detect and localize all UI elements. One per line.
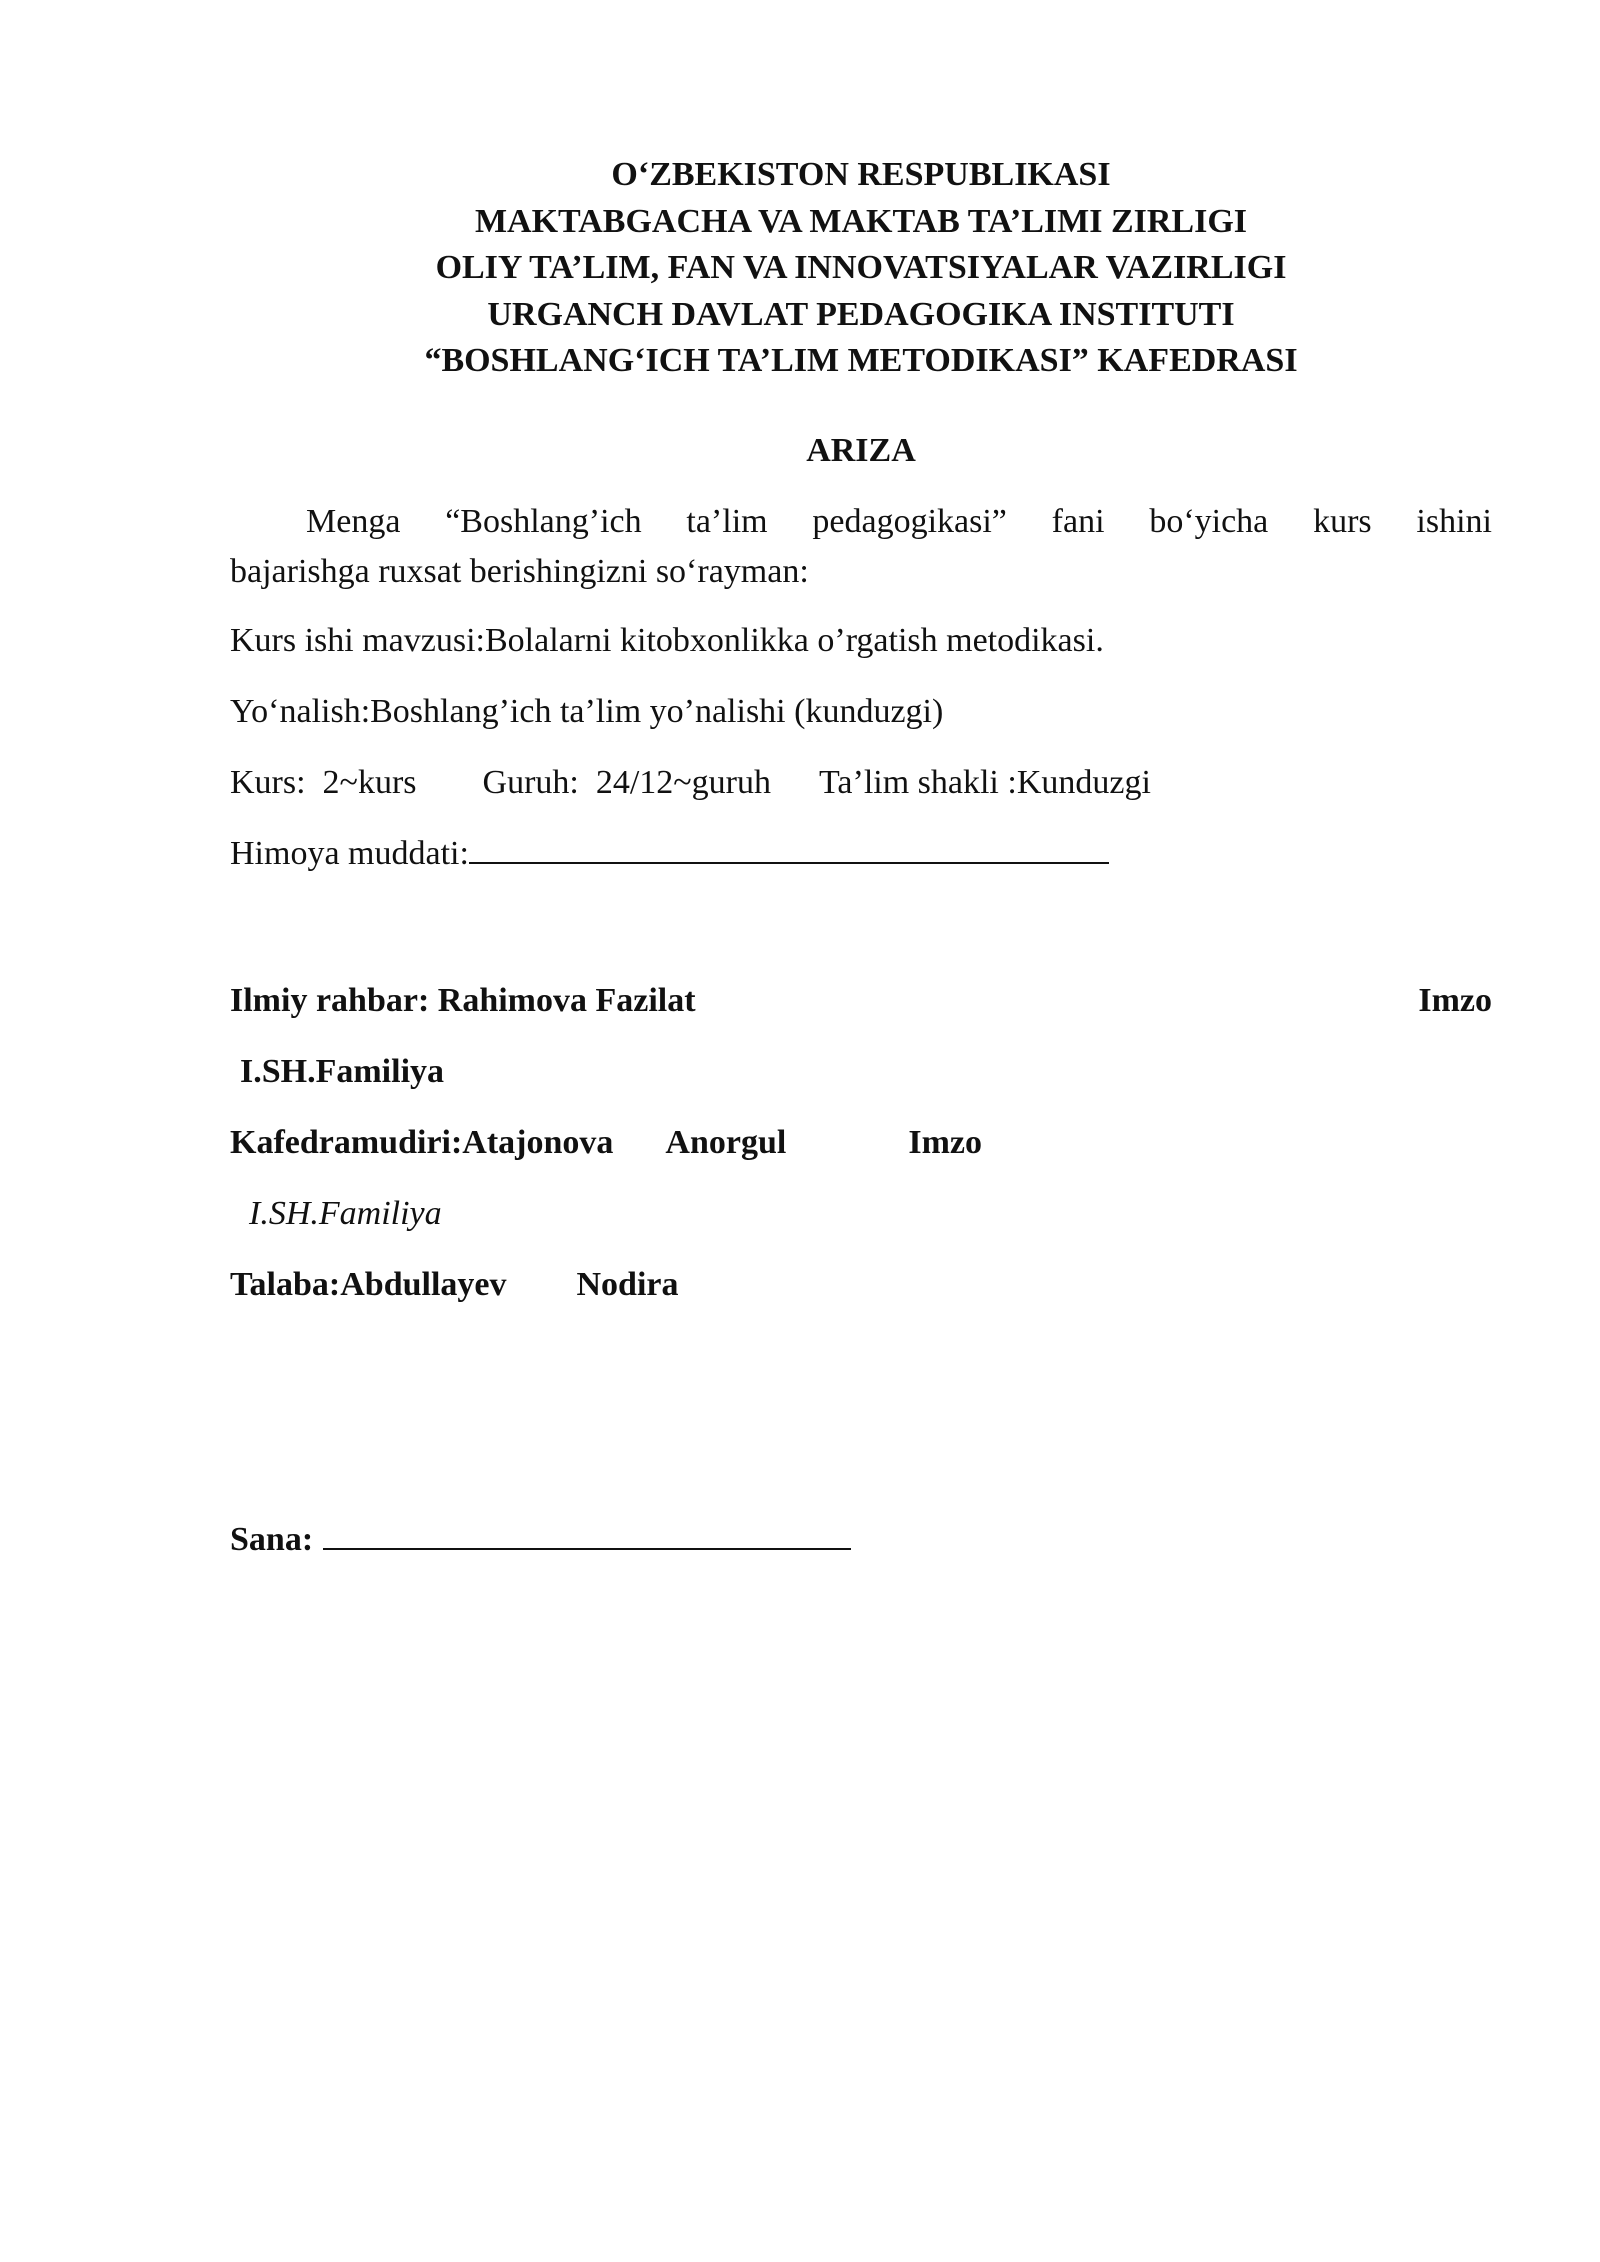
request-paragraph: [230, 497, 1492, 597]
header-line-ministry-higher-ed: OLIY TA’LIM, FAN VA INNOVATSIYALAR VAZIRLIGI: [435, 249, 1287, 286]
department-head-label: Kafedramudiri:Atajonova: [230, 1124, 614, 1161]
study-direction: Yo‘nalish:Boshlang’ich ta’lim yo’nalishi (kunduzgi): [230, 693, 944, 730]
study-form-value: Ta’lim shakli :Kunduzgi: [819, 764, 1151, 801]
date-row: [230, 1517, 851, 1563]
supervisor-initials: I.SH.Familiya: [240, 1053, 445, 1090]
defense-deadline-label: Himoya muddati:: [230, 835, 469, 872]
supervisor-label: Ilmiy rahbar: Rahimova Fazilat: [230, 982, 696, 1019]
document-header: [230, 152, 1492, 385]
header-line-ministry-preschool: MAKTABGACHA VA MAKTAB TA’LIMI ZIRLIGI: [474, 202, 1248, 240]
date-label: Sana:: [230, 1521, 314, 1558]
department-head-initials: I.SH.Familiya: [249, 1195, 442, 1232]
defense-deadline-row: [230, 831, 1109, 877]
supervisor-signature-label: Imzo: [1418, 982, 1492, 1019]
course-work-topic: Kurs ishi mavzusi:Bolalarni kitobxonlikka o’rgatish metodikasi.: [230, 622, 1104, 659]
header-line-institute: URGANCH DAVLAT PEDAGOGIKA INSTITUTI: [487, 295, 1235, 333]
request-line-1: Menga “Boshlang’ich ta’lim pedagogikasi” fani bo‘yicha kurs ishini: [306, 503, 1492, 540]
department-head-signature-label: Imzo: [908, 1124, 982, 1161]
date-blank[interactable]: [323, 1518, 851, 1550]
student-label: Talaba:Abdullayev: [230, 1266, 507, 1303]
header-line-department: “BOSHLANG‘ICH TA’LIM METODIKASI” KAFEDRASI: [424, 342, 1298, 379]
department-head-name: Anorgul: [665, 1124, 787, 1161]
header-line-republic: O‘ZBEKISTON RESPUBLIKASI: [611, 156, 1111, 193]
student-name: Nodira: [576, 1266, 679, 1303]
group-value: Guruh: 24/12~guruh: [482, 764, 772, 801]
department-head-row: [230, 1120, 982, 1166]
course-value: Kurs: 2~kurs: [230, 764, 417, 801]
document-title: ARIZA: [806, 432, 916, 469]
student-row: [230, 1262, 679, 1308]
course-info-row: [230, 760, 1151, 806]
defense-deadline-blank[interactable]: [469, 832, 1109, 864]
request-line-2: bajarishga ruxsat berishingizni so‘rayman:: [230, 553, 809, 590]
